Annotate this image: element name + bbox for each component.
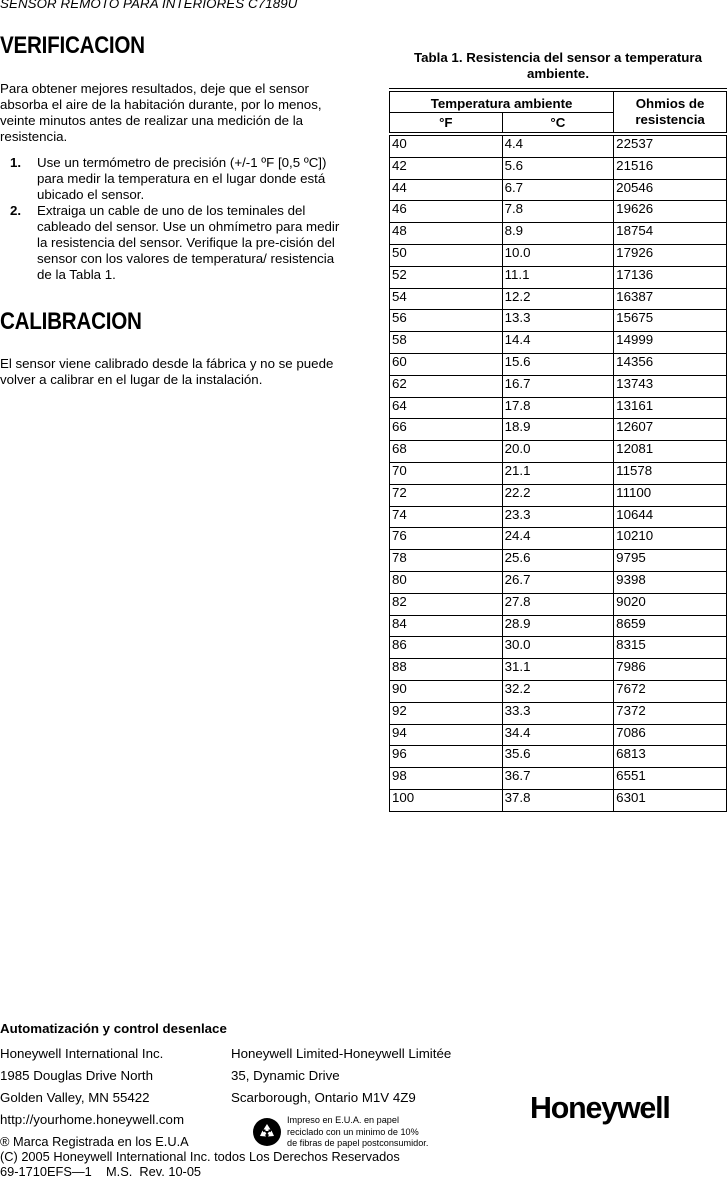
cell-fahrenheit: 64: [390, 397, 503, 419]
cell-ohms: 9795: [614, 550, 727, 572]
copyright: (C) 2005 Honeywell International Inc. todos Los Derechos Reservados: [0, 1149, 400, 1164]
cell-ohms: 15675: [614, 310, 727, 332]
cell-fahrenheit: 48: [390, 223, 503, 245]
cell-ohms: 11578: [614, 462, 727, 484]
table-row: [390, 244, 727, 266]
table-row: [390, 702, 727, 724]
cell-celsius: 4.4: [502, 134, 614, 157]
table-row: [390, 506, 727, 528]
cell-celsius: 21.1: [502, 462, 614, 484]
cell-fahrenheit: 68: [390, 441, 503, 463]
table-row: [390, 310, 727, 332]
table-row: [390, 223, 727, 245]
cell-ohms: 12081: [614, 441, 727, 463]
calibracion-text: El sensor viene calibrado desde la fábrica y no se puede volver a calibrar en el lugar de la instalación.: [0, 356, 334, 387]
table-row: [390, 288, 727, 310]
table-row: [390, 484, 727, 506]
cell-ohms: 14999: [614, 332, 727, 354]
table-row: [390, 615, 727, 637]
cell-celsius: 36.7: [502, 768, 614, 790]
cell-fahrenheit: 46: [390, 201, 503, 223]
cell-celsius: 20.0: [502, 441, 614, 463]
cell-fahrenheit: 86: [390, 637, 503, 659]
doc-number: 69-1710EFS—1 M.S. Rev. 10-05: [0, 1164, 202, 1179]
cell-celsius: 37.8: [502, 789, 614, 811]
table-row: [390, 746, 727, 768]
cell-fahrenheit: 62: [390, 375, 503, 397]
cell-ohms: 9398: [614, 571, 727, 593]
header-temperatura-ambiente: Temperatura ambiente: [390, 90, 614, 113]
table-row: [390, 637, 727, 659]
cell-ohms: 16387: [614, 288, 727, 310]
cell-fahrenheit: 96: [390, 746, 503, 768]
cell-fahrenheit: 44: [390, 179, 503, 201]
cell-celsius: 14.4: [502, 332, 614, 354]
ca-address-line: 35, Dynamic Drive: [231, 1068, 340, 1083]
step-number: 1.: [10, 155, 22, 170]
verificacion-intro: Para obtener mejores resultados, deje que el sensor absorba el aire de la habitación durante, por lo menos, veinte minutos antes de realizar una medición de la resistencia.: [0, 81, 322, 144]
cell-ohms: 17926: [614, 244, 727, 266]
cell-celsius: 27.8: [502, 593, 614, 615]
honeywell-logo: Honeywell: [530, 1090, 670, 1125]
table-row: [390, 789, 727, 811]
header-ohmios: [614, 90, 727, 134]
step-1: [10, 155, 360, 203]
cell-fahrenheit: 60: [390, 353, 503, 375]
cell-fahrenheit: 80: [390, 571, 503, 593]
registered-mark: ® Marca Registrada en los E.U.A: [0, 1134, 189, 1149]
cell-fahrenheit: 70: [390, 462, 503, 484]
footer-company: Automatización y control desenlace: [0, 1021, 227, 1036]
table-row: [390, 266, 727, 288]
cell-ohms: 7086: [614, 724, 727, 746]
step-text: Use un termómetro de precisión (+/-1 ºF [0,5 ºC]) para medir la temperatura en el lugar donde está ubicado el sensor.: [37, 155, 327, 202]
table-body: [390, 134, 727, 811]
cell-celsius: 26.7: [502, 571, 614, 593]
cell-fahrenheit: 42: [390, 157, 503, 179]
cell-ohms: 13161: [614, 397, 727, 419]
header-celsius: °C: [502, 113, 614, 135]
us-address-line: 1985 Douglas Drive North: [0, 1068, 153, 1083]
cell-celsius: 12.2: [502, 288, 614, 310]
cell-ohms: 6301: [614, 789, 727, 811]
cell-fahrenheit: 52: [390, 266, 503, 288]
table-row: [390, 332, 727, 354]
cell-fahrenheit: 78: [390, 550, 503, 572]
table-row: [390, 157, 727, 179]
cell-celsius: 8.9: [502, 223, 614, 245]
cell-celsius: 18.9: [502, 419, 614, 441]
cell-celsius: 5.6: [502, 157, 614, 179]
heading-verificacion: VERIFICACION: [0, 32, 145, 59]
cell-celsius: 23.3: [502, 506, 614, 528]
us-address-line: Honeywell International Inc.: [0, 1046, 164, 1061]
step-text: Extraiga un cable de uno de los teminales del cableado del sensor. Use un ohmímetro para medir la resistencia del sensor. Verifique la pre-cisión del sensor con los valores de temperatura/ resistencia de la Tabla 1.: [37, 203, 340, 282]
recycle-icon: [253, 1118, 281, 1146]
cell-ohms: 9020: [614, 593, 727, 615]
cell-celsius: 25.6: [502, 550, 614, 572]
resistance-table: [389, 88, 727, 812]
header-fahrenheit: °F: [390, 113, 503, 135]
recycle-notice-line: de fibras de papel postconsumidor.: [287, 1138, 429, 1149]
cell-ohms: 11100: [614, 484, 727, 506]
cell-celsius: 11.1: [502, 266, 614, 288]
cell-ohms: 13743: [614, 375, 727, 397]
cell-fahrenheit: 88: [390, 659, 503, 681]
cell-ohms: 10210: [614, 528, 727, 550]
cell-ohms: 8659: [614, 615, 727, 637]
cell-fahrenheit: 72: [390, 484, 503, 506]
recycle-notice: [287, 1115, 428, 1150]
cell-celsius: 13.3: [502, 310, 614, 332]
heading-calibracion: CALIBRACION: [0, 308, 142, 335]
cell-ohms: 21516: [614, 157, 727, 179]
recycle-notice-line: Impreso en E.U.A. en papel: [287, 1115, 399, 1126]
ca-address-line: Honeywell Limited-Honeywell Limitée: [231, 1046, 452, 1061]
ca-address: [231, 1043, 451, 1109]
cell-celsius: 31.1: [502, 659, 614, 681]
cell-fahrenheit: 90: [390, 680, 503, 702]
cell-fahrenheit: 74: [390, 506, 503, 528]
cell-fahrenheit: 98: [390, 768, 503, 790]
cell-ohms: 7672: [614, 680, 727, 702]
table-row: [390, 680, 727, 702]
cell-celsius: 7.8: [502, 201, 614, 223]
recycle-notice-line: reciclado con un minimo de 10%: [287, 1126, 419, 1138]
cell-ohms: 20546: [614, 179, 727, 201]
cell-fahrenheit: 84: [390, 615, 503, 637]
cell-celsius: 16.7: [502, 375, 614, 397]
cell-ohms: 6551: [614, 768, 727, 790]
table-row: [390, 724, 727, 746]
cell-fahrenheit: 54: [390, 288, 503, 310]
us-address-line: Golden Valley, MN 55422: [0, 1090, 150, 1105]
cell-celsius: 32.2: [502, 680, 614, 702]
table-row: [390, 397, 727, 419]
table-title: Tabla 1. Resistencia del sensor a temperatura ambiente.: [414, 50, 702, 81]
cell-ohms: 12607: [614, 419, 727, 441]
cell-fahrenheit: 58: [390, 332, 503, 354]
cell-ohms: 22537: [614, 134, 727, 157]
table-row: [390, 375, 727, 397]
cell-fahrenheit: 40: [390, 134, 503, 157]
running-header: SENSOR REMOTO PARA INTERIORES C7189U: [0, 0, 298, 11]
website-link[interactable]: http://yourhome.honeywell.com: [0, 1112, 185, 1127]
table-row: [390, 768, 727, 790]
table-row: [390, 659, 727, 681]
cell-celsius: 33.3: [502, 702, 614, 724]
verificacion-steps: [10, 155, 360, 283]
cell-fahrenheit: 76: [390, 528, 503, 550]
table-row: [390, 353, 727, 375]
cell-fahrenheit: 92: [390, 702, 503, 724]
cell-fahrenheit: 50: [390, 244, 503, 266]
table-row: [390, 528, 727, 550]
cell-celsius: 15.6: [502, 353, 614, 375]
cell-ohms: 14356: [614, 353, 727, 375]
cell-celsius: 28.9: [502, 615, 614, 637]
table-row: [390, 593, 727, 615]
cell-celsius: 35.6: [502, 746, 614, 768]
cell-celsius: 34.4: [502, 724, 614, 746]
table-row: [390, 571, 727, 593]
table-row: [390, 550, 727, 572]
cell-ohms: 18754: [614, 223, 727, 245]
cell-ohms: 10644: [614, 506, 727, 528]
cell-ohms: 8315: [614, 637, 727, 659]
header-ohmios-label: Ohmios de resistencia: [635, 96, 705, 127]
step-number: 2.: [10, 203, 22, 218]
us-address: [0, 1043, 184, 1131]
cell-ohms: 6813: [614, 746, 727, 768]
cell-ohms: 7372: [614, 702, 727, 724]
cell-fahrenheit: 82: [390, 593, 503, 615]
cell-fahrenheit: 100: [390, 789, 503, 811]
ca-address-line: Scarborough, Ontario M1V 4Z9: [231, 1090, 416, 1105]
cell-celsius: 30.0: [502, 637, 614, 659]
cell-celsius: 22.2: [502, 484, 614, 506]
table-row: [390, 419, 727, 441]
cell-fahrenheit: 66: [390, 419, 503, 441]
cell-celsius: 24.4: [502, 528, 614, 550]
step-2: [10, 203, 360, 283]
cell-celsius: 6.7: [502, 179, 614, 201]
table-row: [390, 179, 727, 201]
cell-fahrenheit: 94: [390, 724, 503, 746]
cell-ohms: 17136: [614, 266, 727, 288]
cell-ohms: 19626: [614, 201, 727, 223]
table-row: [390, 134, 727, 157]
cell-celsius: 17.8: [502, 397, 614, 419]
table-row: [390, 441, 727, 463]
cell-fahrenheit: 56: [390, 310, 503, 332]
table-row: [390, 462, 727, 484]
table-row: [390, 201, 727, 223]
cell-celsius: 10.0: [502, 244, 614, 266]
cell-ohms: 7986: [614, 659, 727, 681]
